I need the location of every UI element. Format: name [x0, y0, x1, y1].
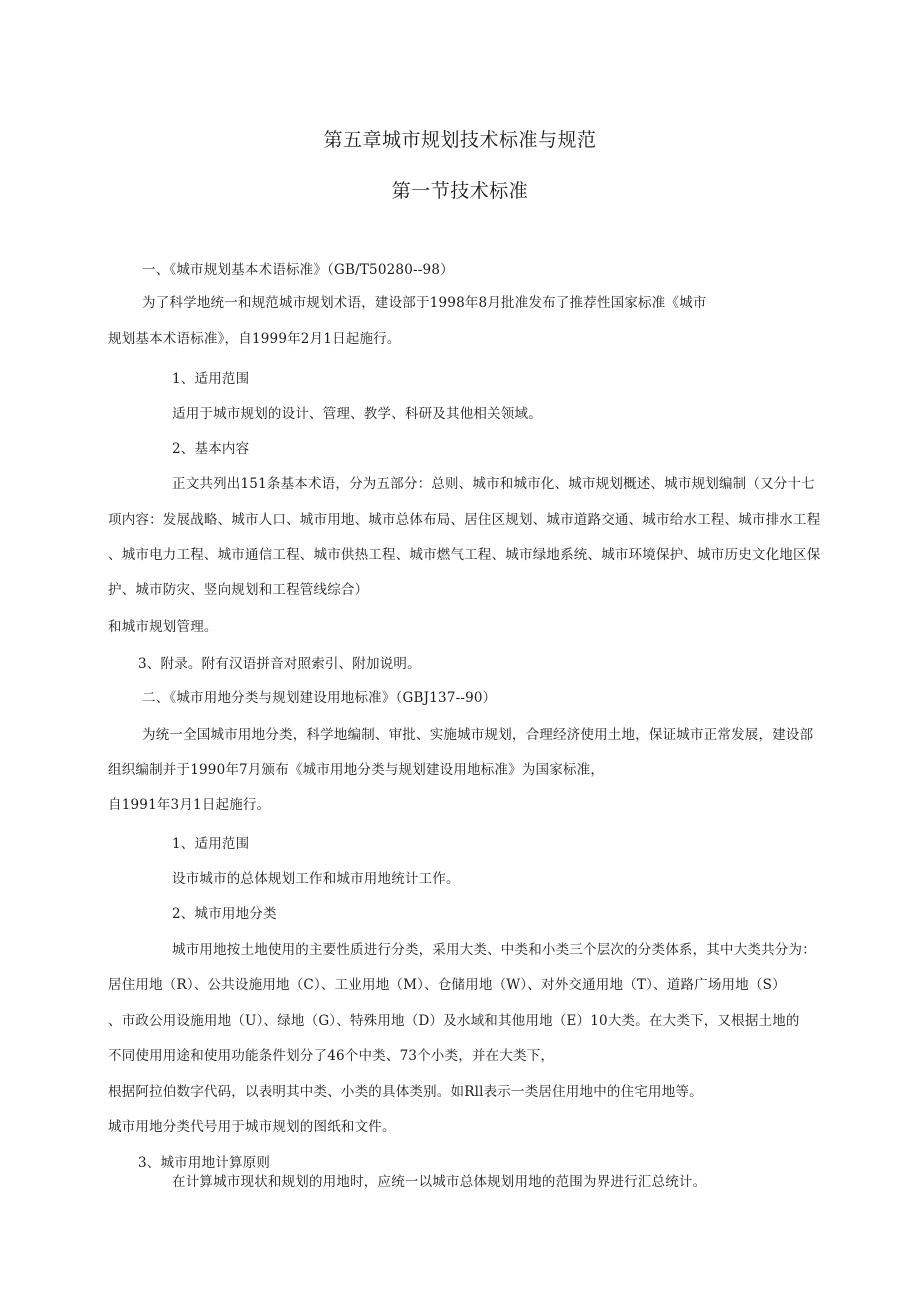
part2-heading: 二、《城市用地分类与规划建设用地标准》（GBJ137--90） — [142, 690, 497, 706]
part1-item2-heading: 2、基本内容 — [172, 441, 250, 457]
part2-item1-text: 设市城市的总体规划工作和城市用地统计工作。 — [172, 871, 460, 887]
part1-item2-line: 项内容：发展战略、城市人口、城市用地、城市总体布局、居住区规划、城市道路交通、城市给水工程、城市排水工程 — [108, 512, 821, 528]
part1-heading: 一、《城市规划基本术语标准》（GB/T50280--98） — [142, 262, 454, 278]
part2-intro-line: 自1991年3月1日起施行。 — [108, 797, 271, 813]
part2-item2-line: 根据阿拉伯数字代码，以表明其中类、小类的具体类别。如Rll表示一类居住用地中的住宅用地等。 — [108, 1084, 703, 1100]
part1-item2-line: 护、城市防灾、竖向规划和工程管线综合） — [108, 582, 369, 598]
part2-item2-line: 城市用地按土地使用的主要性质进行分类，采用大类、中类和小类三个层次的分类体系，其中大类共分为： — [172, 942, 816, 958]
part1-intro-line: 为了科学地统一和规范城市规划术语，建设部于1998年8月批准发布了推荐性国家标准《城市 — [142, 295, 707, 311]
part1-intro-line: 规划基本术语标准》，自1999年2月1日起施行。 — [108, 331, 401, 347]
section-title: 第一节技术标准 — [391, 180, 529, 202]
part2-item2-line: 居住用地（R）、公共设施用地（C）、工业用地（M）、仓储用地（W）、对外交通用地（T）、道路广场用地（S） — [108, 977, 786, 993]
part2-item2-line: 不同使用用途和使用功能条件划分了46个中类、73个小类，并在大类下， — [108, 1048, 555, 1064]
part2-item1-heading: 1、适用范围 — [172, 836, 250, 852]
part2-item2-line: 城市用地分类代号用于城市规划的图纸和文件。 — [108, 1119, 396, 1135]
part2-intro-line: 为统一全国城市用地分类，科学地编制、审批、实施城市规划，合理经济使用土地，保证城市正常发展，建设部 — [142, 727, 814, 743]
part2-item2-heading: 2、城市用地分类 — [172, 906, 277, 922]
part2-item3-text: 在计算城市现状和规划的用地时，应统一以城市总体规划用地的范围为界进行汇总统计。 — [172, 1174, 707, 1190]
part1-item2-line: 和城市规划管理。 — [108, 619, 218, 635]
part2-item3-heading: 3、城市用地计算原则 — [138, 1155, 271, 1171]
part1-item3-text: 3、附录。附有汉语拼音对照索引、附加说明。 — [138, 656, 421, 672]
part2-item2-line: 、市政公用设施用地（U）、绿地（G）、特殊用地（D）及水域和其他用地（E）10大类。在大类下，又根据土地的 — [108, 1013, 800, 1029]
part1-item2-line: 、城市电力工程、城市通信工程、城市供热工程、城市燃气工程、城市绿地系统、城市环境保护、城市历史文化地区保 — [108, 547, 821, 563]
part2-intro-line: 组织编制并于1990年7月颁布《城市用地分类与规划建设用地标准》为国家标准， — [108, 762, 605, 778]
part1-item1-heading: 1、适用范围 — [172, 371, 250, 387]
chapter-title: 第五章城市规划技术标准与规范 — [323, 129, 597, 151]
part1-item2-line: 正文共列出151条基本术语，分为五部分：总则、城市和城市化、城市规划概述、城市规划编制（又分十七 — [172, 476, 815, 492]
part1-item1-text: 适用于城市规划的设计、管理、教学、科研及其他相关领域。 — [172, 406, 542, 422]
